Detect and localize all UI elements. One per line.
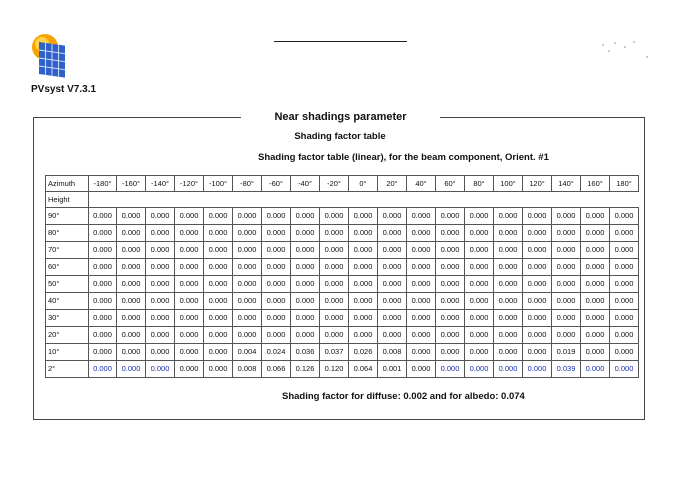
shading-value-cell: 0.000 (175, 361, 204, 378)
shading-value-cell: 0.024 (262, 344, 291, 361)
shading-value-cell: 0.000 (552, 259, 581, 276)
shading-value-cell: 0.000 (407, 259, 436, 276)
shading-value-cell: 0.000 (465, 225, 494, 242)
shading-value-cell: 0.000 (175, 259, 204, 276)
shading-value-cell: 0.000 (204, 327, 233, 344)
shading-value-cell: 0.000 (552, 310, 581, 327)
pvsyst-logo-icon (30, 32, 70, 78)
section-title: Near shadings parameter (241, 108, 440, 126)
shading-value-cell: 0.000 (407, 276, 436, 293)
shading-value-cell: 0.000 (233, 259, 262, 276)
shading-value-cell: 0.064 (349, 361, 378, 378)
shading-value-cell: 0.000 (262, 310, 291, 327)
shading-value-cell: 0.000 (291, 310, 320, 327)
shading-value-cell: 0.000 (89, 225, 117, 242)
shading-value-cell: 0.000 (146, 344, 175, 361)
shading-value-cell: 0.000 (146, 259, 175, 276)
height-label: Height (46, 192, 89, 208)
shading-value-cell: 0.000 (146, 361, 175, 378)
shading-value-cell: 0.000 (436, 293, 465, 310)
shading-value-cell: 0.000 (494, 310, 523, 327)
shading-value-cell: 0.000 (349, 327, 378, 344)
azimuth-label: Azimuth (46, 176, 89, 192)
azimuth-header-cell: -140° (146, 176, 175, 192)
height-cell: 2° (46, 361, 89, 378)
shading-value-cell: 0.000 (175, 310, 204, 327)
shading-value-cell: 0.000 (233, 327, 262, 344)
shading-value-cell: 0.000 (117, 361, 146, 378)
shading-value-cell: 0.000 (320, 293, 349, 310)
shading-value-cell: 0.000 (175, 208, 204, 225)
shading-value-cell: 0.000 (436, 208, 465, 225)
shading-value-cell: 0.000 (349, 276, 378, 293)
shading-value-cell: 0.000 (465, 344, 494, 361)
height-cell: 30° (46, 310, 89, 327)
shading-value-cell: 0.000 (349, 259, 378, 276)
shading-value-cell: 0.000 (552, 276, 581, 293)
shading-value-cell: 0.000 (204, 242, 233, 259)
height-label-row (46, 192, 639, 208)
section-subtitle: Shading factor table (294, 131, 386, 142)
shading-value-cell: 0.000 (89, 276, 117, 293)
shading-value-cell: 0.000 (204, 208, 233, 225)
shading-value-cell: 0.000 (117, 276, 146, 293)
shading-value-cell: 0.000 (262, 276, 291, 293)
shading-value-cell: 0.000 (552, 327, 581, 344)
shading-value-cell: 0.000 (494, 276, 523, 293)
height-cell: 60° (46, 259, 89, 276)
shading-value-cell: 0.019 (552, 344, 581, 361)
shading-value-cell: 0.000 (610, 208, 639, 225)
shading-value-cell: 0.000 (349, 310, 378, 327)
shading-value-cell: 0.001 (378, 361, 407, 378)
shading-value-cell: 0.000 (233, 225, 262, 242)
shading-value-cell: 0.000 (262, 225, 291, 242)
height-cell: 90° (46, 208, 89, 225)
shading-value-cell: 0.000 (581, 225, 610, 242)
shading-value-cell: 0.000 (117, 225, 146, 242)
app-name: PVsyst V7.3.1 (31, 84, 97, 95)
shading-value-cell: 0.000 (523, 327, 552, 344)
shading-value-cell: 0.000 (407, 310, 436, 327)
table-row (46, 242, 639, 259)
shading-factor-table (45, 175, 639, 378)
azimuth-header-cell: 160° (581, 176, 610, 192)
shading-value-cell: 0.000 (233, 293, 262, 310)
shading-value-cell: 0.000 (204, 293, 233, 310)
shading-value-cell: 0.000 (436, 242, 465, 259)
shading-value-cell: 0.000 (291, 225, 320, 242)
shading-value-cell: 0.000 (610, 276, 639, 293)
shading-value-cell: 0.000 (262, 327, 291, 344)
shading-value-cell: 0.000 (349, 225, 378, 242)
table-row (46, 225, 639, 242)
shading-value-cell: 0.000 (204, 276, 233, 293)
shading-value-cell: 0.000 (349, 293, 378, 310)
shading-value-cell: 0.000 (552, 225, 581, 242)
shading-value-cell: 0.000 (89, 242, 117, 259)
shading-value-cell: 0.000 (320, 259, 349, 276)
shading-value-cell: 0.000 (175, 276, 204, 293)
azimuth-header-row (46, 176, 639, 192)
shading-value-cell: 0.000 (291, 259, 320, 276)
shading-value-cell: 0.000 (291, 327, 320, 344)
table-row (46, 276, 639, 293)
azimuth-header-cell: 100° (494, 176, 523, 192)
shading-value-cell: 0.000 (465, 327, 494, 344)
shading-value-cell: 0.000 (89, 259, 117, 276)
shading-value-cell: 0.000 (581, 361, 610, 378)
shading-value-cell: 0.000 (523, 293, 552, 310)
shading-value-cell: 0.000 (117, 242, 146, 259)
shading-value-cell: 0.000 (89, 310, 117, 327)
shading-value-cell: 0.000 (146, 327, 175, 344)
shading-value-cell: 0.000 (291, 276, 320, 293)
shading-value-cell: 0.037 (320, 344, 349, 361)
shading-value-cell: 0.000 (610, 242, 639, 259)
shading-value-cell: 0.000 (378, 259, 407, 276)
shading-value-cell: 0.126 (291, 361, 320, 378)
shading-value-cell: 0.000 (175, 293, 204, 310)
shading-value-cell: 0.000 (436, 361, 465, 378)
shading-value-cell: 0.000 (146, 208, 175, 225)
shading-value-cell: 0.000 (117, 310, 146, 327)
table-row (46, 259, 639, 276)
shading-value-cell: 0.000 (117, 208, 146, 225)
shading-value-cell: 0.000 (175, 242, 204, 259)
shading-value-cell: 0.000 (262, 242, 291, 259)
shading-value-cell: 0.000 (378, 310, 407, 327)
shading-value-cell: 0.000 (552, 242, 581, 259)
azimuth-header-cell: 80° (465, 176, 494, 192)
shading-value-cell: 0.000 (465, 208, 494, 225)
shading-value-cell: 0.000 (262, 259, 291, 276)
height-cell: 20° (46, 327, 89, 344)
azimuth-header-cell: -160° (117, 176, 146, 192)
height-cell: 80° (46, 225, 89, 242)
azimuth-header-cell: -40° (291, 176, 320, 192)
shading-value-cell: 0.000 (552, 208, 581, 225)
shading-value-cell: 0.000 (436, 327, 465, 344)
shading-value-cell: 0.000 (407, 242, 436, 259)
shading-value-cell: 0.000 (581, 293, 610, 310)
shading-value-cell: 0.000 (378, 225, 407, 242)
shading-value-cell: 0.000 (523, 344, 552, 361)
shading-value-cell: 0.000 (233, 310, 262, 327)
shading-value-cell: 0.000 (436, 344, 465, 361)
shading-value-cell: 0.000 (378, 208, 407, 225)
shading-value-cell: 0.000 (494, 293, 523, 310)
header-rule (274, 41, 407, 42)
shading-value-cell: 0.000 (262, 208, 291, 225)
shading-value-cell: 0.000 (175, 344, 204, 361)
azimuth-header-cell: -180° (89, 176, 117, 192)
shading-value-cell: 0.000 (117, 344, 146, 361)
shading-summary: Shading factor for diffuse: 0.002 and for albedo: 0.074 (282, 391, 525, 402)
table-row (46, 208, 639, 225)
shading-value-cell: 0.000 (465, 310, 494, 327)
shading-value-cell: 0.000 (117, 293, 146, 310)
shading-value-cell: 0.000 (320, 276, 349, 293)
shading-value-cell: 0.000 (581, 276, 610, 293)
height-cell: 10° (46, 344, 89, 361)
table-row (46, 310, 639, 327)
shading-value-cell: 0.000 (494, 225, 523, 242)
table-row (46, 293, 639, 310)
shading-value-cell: 0.000 (494, 242, 523, 259)
shading-value-cell: 0.000 (610, 225, 639, 242)
table-row (46, 327, 639, 344)
shading-value-cell: 0.000 (407, 361, 436, 378)
shading-value-cell: 0.000 (204, 259, 233, 276)
shading-value-cell: 0.000 (610, 310, 639, 327)
shading-value-cell: 0.000 (117, 327, 146, 344)
shading-value-cell: 0.000 (378, 276, 407, 293)
azimuth-header-cell: 40° (407, 176, 436, 192)
shading-value-cell: 0.000 (262, 293, 291, 310)
azimuth-header-cell: 120° (523, 176, 552, 192)
shading-value-cell: 0.000 (146, 293, 175, 310)
shading-value-cell: 0.000 (146, 276, 175, 293)
table-title: Shading factor table (linear), for the beam component, Orient. #1 (258, 152, 549, 163)
azimuth-header-cell: -60° (262, 176, 291, 192)
shading-value-cell: 0.036 (291, 344, 320, 361)
shading-value-cell: 0.000 (465, 276, 494, 293)
shading-value-cell: 0.000 (523, 276, 552, 293)
shading-value-cell: 0.000 (320, 242, 349, 259)
shading-value-cell: 0.000 (523, 225, 552, 242)
shading-value-cell: 0.000 (581, 259, 610, 276)
shading-value-cell: 0.000 (581, 310, 610, 327)
shading-value-cell: 0.000 (610, 361, 639, 378)
shading-value-cell: 0.000 (610, 344, 639, 361)
azimuth-header-cell: -20° (320, 176, 349, 192)
height-cell: 70° (46, 242, 89, 259)
shading-value-cell: 0.000 (233, 208, 262, 225)
azimuth-header-cell: 180° (610, 176, 639, 192)
shading-value-cell: 0.000 (581, 327, 610, 344)
shading-value-cell: 0.000 (610, 327, 639, 344)
shading-value-cell: 0.000 (436, 276, 465, 293)
height-cell: 40° (46, 293, 89, 310)
shading-value-cell: 0.000 (523, 310, 552, 327)
shading-value-cell: 0.000 (610, 293, 639, 310)
shading-value-cell: 0.000 (523, 259, 552, 276)
shading-value-cell: 0.000 (291, 208, 320, 225)
shading-value-cell: 0.000 (436, 225, 465, 242)
shading-value-cell: 0.000 (89, 208, 117, 225)
shading-value-cell: 0.000 (291, 242, 320, 259)
shading-value-cell: 0.026 (349, 344, 378, 361)
shading-value-cell: 0.000 (407, 344, 436, 361)
shading-value-cell: 0.066 (262, 361, 291, 378)
shading-value-cell: 0.000 (146, 310, 175, 327)
shading-value-cell: 0.000 (552, 293, 581, 310)
shading-value-cell: 0.120 (320, 361, 349, 378)
shading-value-cell: 0.000 (204, 310, 233, 327)
shading-value-cell: 0.008 (233, 361, 262, 378)
shading-value-cell: 0.000 (89, 361, 117, 378)
shading-value-cell: 0.000 (146, 242, 175, 259)
shading-value-cell: 0.004 (233, 344, 262, 361)
shading-value-cell: 0.000 (204, 361, 233, 378)
shading-value-cell: 0.000 (378, 242, 407, 259)
shading-value-cell: 0.000 (581, 208, 610, 225)
azimuth-header-cell: -120° (175, 176, 204, 192)
shading-value-cell: 0.000 (89, 344, 117, 361)
shading-value-cell: 0.000 (465, 259, 494, 276)
height-label-spacer (89, 192, 639, 208)
shading-value-cell: 0.000 (465, 361, 494, 378)
shading-value-cell: 0.000 (233, 242, 262, 259)
shading-value-cell: 0.000 (117, 259, 146, 276)
shading-value-cell: 0.000 (291, 293, 320, 310)
shading-value-cell: 0.000 (494, 208, 523, 225)
shading-value-cell: 0.000 (407, 327, 436, 344)
shading-value-cell: 0.000 (349, 208, 378, 225)
shading-value-cell: 0.000 (494, 259, 523, 276)
shading-value-cell: 0.000 (233, 276, 262, 293)
shading-value-cell: 0.000 (523, 361, 552, 378)
shading-value-cell: 0.000 (581, 242, 610, 259)
height-cell: 50° (46, 276, 89, 293)
shading-value-cell: 0.000 (494, 361, 523, 378)
azimuth-header-cell: -80° (233, 176, 262, 192)
shading-value-cell: 0.000 (436, 259, 465, 276)
azimuth-header-cell: 60° (436, 176, 465, 192)
shading-value-cell: 0.000 (378, 327, 407, 344)
azimuth-header-cell: 20° (378, 176, 407, 192)
shading-value-cell: 0.000 (523, 242, 552, 259)
shading-value-cell: 0.000 (407, 293, 436, 310)
shading-value-cell: 0.000 (494, 344, 523, 361)
shading-value-cell: 0.000 (407, 225, 436, 242)
shading-value-cell: 0.000 (89, 327, 117, 344)
shading-value-cell: 0.000 (581, 344, 610, 361)
shading-value-cell: 0.008 (378, 344, 407, 361)
azimuth-header-cell: 140° (552, 176, 581, 192)
shading-value-cell: 0.000 (407, 208, 436, 225)
azimuth-header-cell: -100° (204, 176, 233, 192)
shading-value-cell: 0.000 (320, 208, 349, 225)
shading-value-cell: 0.039 (552, 361, 581, 378)
shading-value-cell: 0.000 (320, 310, 349, 327)
shading-value-cell: 0.000 (320, 225, 349, 242)
azimuth-header-cell: 0° (349, 176, 378, 192)
table-row (46, 361, 639, 378)
shading-value-cell: 0.000 (204, 225, 233, 242)
shading-value-cell: 0.000 (204, 344, 233, 361)
shading-value-cell: 0.000 (610, 259, 639, 276)
shading-value-cell: 0.000 (89, 293, 117, 310)
shading-value-cell: 0.000 (146, 225, 175, 242)
shading-value-cell: 0.000 (175, 327, 204, 344)
decorative-dots (600, 40, 640, 60)
shading-value-cell: 0.000 (465, 293, 494, 310)
shading-value-cell: 0.000 (523, 208, 552, 225)
shading-value-cell: 0.000 (175, 225, 204, 242)
shading-value-cell: 0.000 (436, 310, 465, 327)
shading-value-cell: 0.000 (349, 242, 378, 259)
shading-value-cell: 0.000 (465, 242, 494, 259)
shading-value-cell: 0.000 (494, 327, 523, 344)
shading-value-cell: 0.000 (378, 293, 407, 310)
shading-value-cell: 0.000 (320, 327, 349, 344)
table-row (46, 344, 639, 361)
